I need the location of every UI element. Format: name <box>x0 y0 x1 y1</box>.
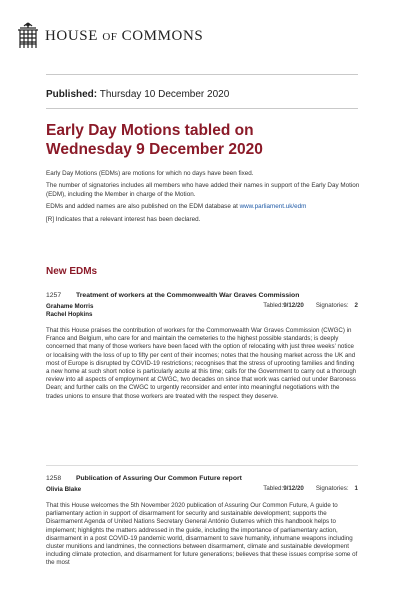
published-label: Published: <box>46 89 98 100</box>
sponsor-name: Grahame Morris <box>46 303 94 310</box>
motion-item <box>46 291 358 401</box>
edm-database-link[interactable]: www.parliament.uk/edm <box>239 203 307 211</box>
motion-body: That this House welcomes the 5th November 2020 publication of Assuring Our Common Future, A guide to parliamentary action in support of disarmament for security and sustainable development; supports the Disarmament Agenda of United Nations Secretary General António Guterres which this handbook helps to implement; highlights the matters addressed in the guide, including the importance of parliamentary action, disarmament in a post COVID-19 pandemic world, disarmament to save humanity, inhumane weapons including cluster munitions and landmines, the connections between disarmament, climate and sustainable development including climate protection, and disarmament for future generations; believes that these issues comprise some of the most <box>46 502 358 567</box>
page-title-line2: Wednesday 9 December 2020 <box>46 141 263 158</box>
mid-divider <box>46 108 358 109</box>
signatories-label: Signatories: <box>315 485 349 492</box>
portcullis-icon <box>17 22 39 50</box>
section-title: New EDMs <box>46 266 98 277</box>
page-title-line1: Early Day Motions tabled on <box>46 122 254 139</box>
signatories-label: Signatories: <box>315 302 349 309</box>
intro-signatories: The number of signatories includes all members who have added their names in support of the Early Day Motion (EDM), including the Member in charge of the Motion. <box>46 182 360 198</box>
house-main: HOUSE <box>45 27 99 44</box>
tabled-date: 9/12/20 <box>283 302 304 309</box>
house-of: OF <box>102 30 118 43</box>
sponsor-name: Rachel Hopkins <box>46 311 93 318</box>
intro-database <box>46 203 361 211</box>
header <box>17 16 203 56</box>
page-title <box>46 121 366 159</box>
motion-divider <box>46 465 358 466</box>
tabled-label: Tabled: <box>263 485 284 492</box>
published-line <box>46 89 229 100</box>
top-divider <box>46 74 358 75</box>
sponsors <box>46 303 358 319</box>
motion-heading <box>46 474 358 483</box>
house-name <box>45 28 203 45</box>
motion-heading <box>46 291 358 300</box>
signatories-count: 2 <box>354 302 358 309</box>
intro-section <box>46 170 361 228</box>
motion-title: Treatment of workers at the Commonwealth War Graves Commission <box>76 292 300 299</box>
sponsors <box>46 486 358 494</box>
motion-number: 1258 <box>46 475 62 482</box>
intro-database-text: EDMs and added names are also published on the EDM database at <box>46 203 240 211</box>
intro-definition: Early Day Motions (EDMs) are motions for which no days have been fixed. <box>46 170 254 177</box>
intro-interest-note: [R] Indicates that a relevant interest has been declared. <box>46 215 201 223</box>
signatories-count: 1 <box>354 485 358 492</box>
house-commons: COMMONS <box>121 27 204 44</box>
motion-item <box>46 474 358 568</box>
tabled-date: 9/12/20 <box>283 485 304 492</box>
sponsor-name: Olivia Blake <box>46 486 82 493</box>
motion-title: Publication of Assuring Our Common Future report <box>76 475 242 482</box>
motion-body: That this House praises the contribution of workers for the Commonwealth War Graves Commission (CWGC) in France and Belgium, who care for and maintain the cemeteries to the highest possible standards; is deeply concerned that many of those workers have been faced with the option of relocating with just three weeks' notice or localising with the loss of up to fifty per cent of their incomes; notes that the housing market across the UK and most of Europe is disrupted by COVID-19 restrictions; recognises that the stress of uprooting families and finding a new home at such short notice is particularly acute at this time; calls for the Government to carry out a thorough review into all aspects of employment at CWGC, two decades on since that work was carried out under Baroness Dean; and further calls on the CWGC to urgently reconsider and enter into meaningful negotiations with the trades unions to ensure that those workers are treated with the respect they deserve. <box>46 327 357 400</box>
motion-number: 1257 <box>46 292 62 299</box>
tabled-label: Tabled: <box>263 302 284 309</box>
published-date: Thursday 10 December 2020 <box>99 89 230 100</box>
